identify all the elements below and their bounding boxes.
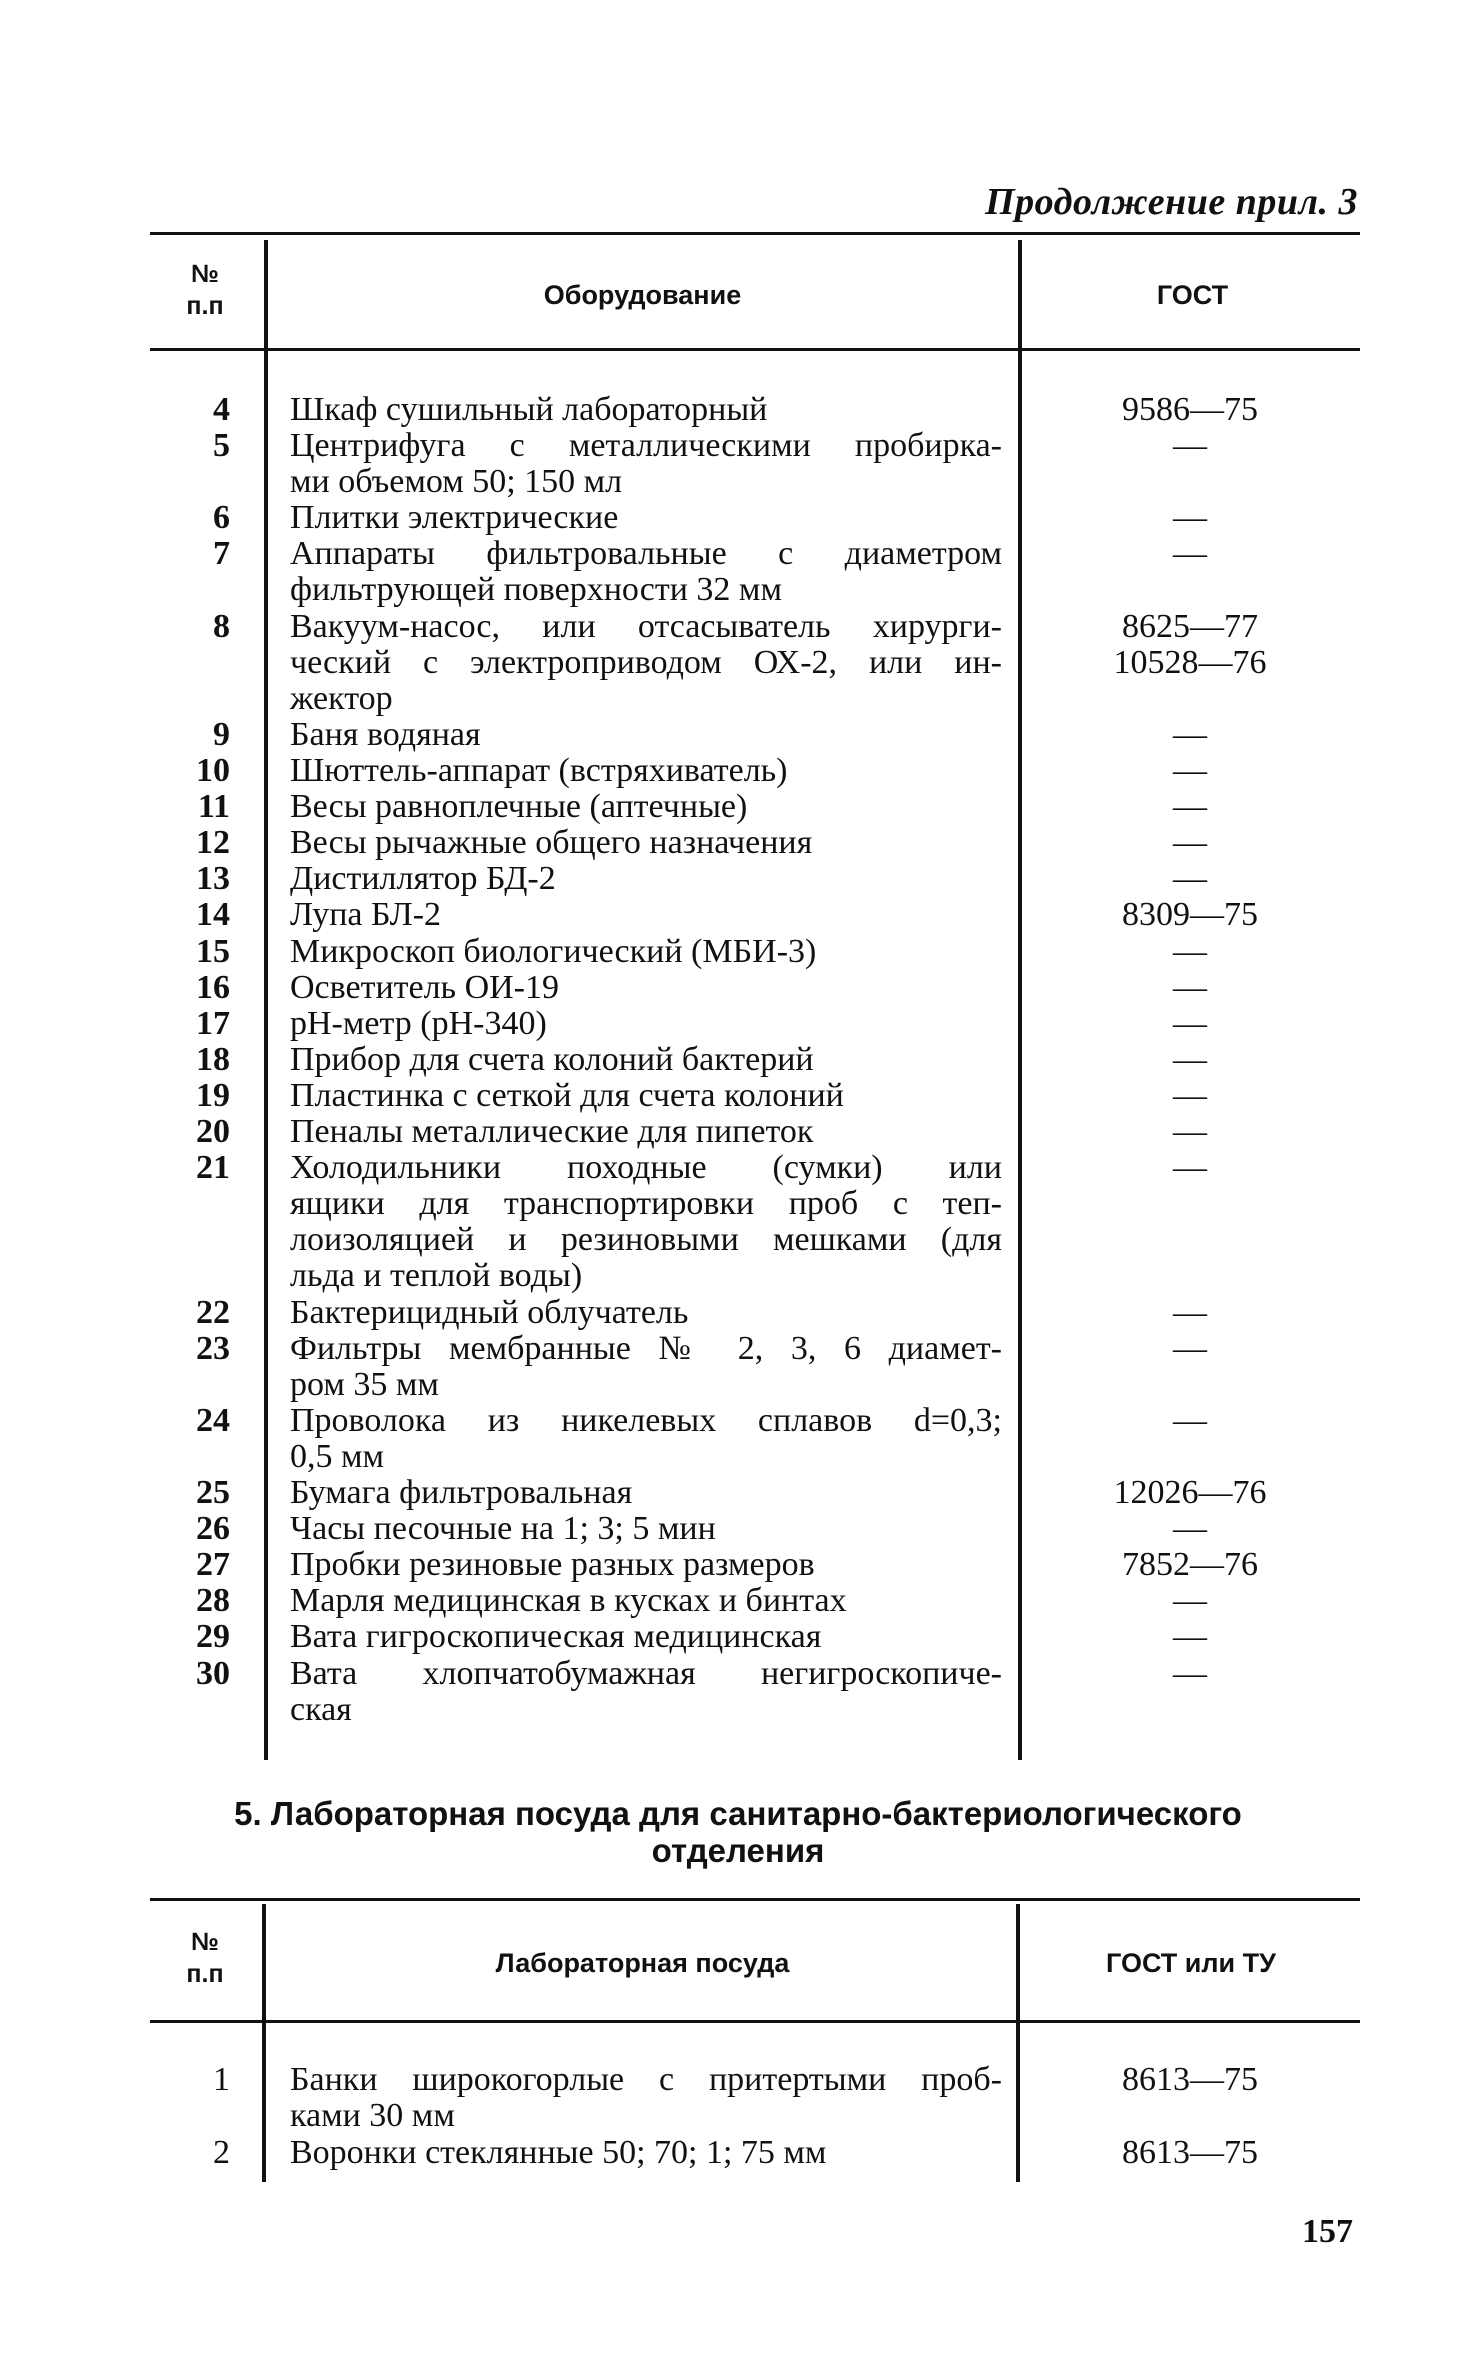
row-item-name: [290, 609, 1002, 717]
item-name-line: Прибор для счета колоний бактерий: [290, 1040, 814, 1078]
item-name-line: лоизоляцией и резиновыми мешками (для: [290, 1221, 1002, 1259]
row-number: 24: [196, 1401, 230, 1439]
standard-value: —: [1173, 788, 1207, 826]
item-name-line: ская: [290, 1690, 352, 1728]
row-number: 21: [196, 1149, 230, 1187]
item-name-line: Пеналы металлические для пипеток: [290, 1113, 814, 1150]
row-number: 1: [213, 2061, 230, 2098]
standard-value: —: [1173, 860, 1207, 898]
item-name-line: рН-метр (рН-340): [290, 1004, 547, 1042]
item-name-line: Шкаф сушильный лабораторный: [290, 391, 768, 428]
standard-value: 8309—75: [1122, 896, 1258, 934]
item-name-line: Баня водяная: [290, 715, 481, 753]
item-name-line: Пластинка с сеткой для счета колоний: [290, 1076, 844, 1114]
row-number: 13: [196, 860, 230, 898]
row-number: 14: [196, 896, 230, 934]
row-number: 17: [196, 1004, 230, 1042]
row-item-name: [290, 861, 1002, 897]
item-name-line: льда и теплой воды): [290, 1257, 583, 1295]
row-item-name: [290, 825, 1002, 861]
standard-value: 8613—75: [1122, 2061, 1258, 2098]
section5-title-line1: 5. Лабораторная посуда для санитарно-бактериологического: [234, 1795, 1242, 1832]
row-standard: [1030, 1150, 1350, 1186]
table1-header-item: Оборудование: [543, 280, 742, 310]
standard-value: —: [1173, 1113, 1207, 1150]
row-item-name: [290, 1295, 1002, 1331]
row-number: 15: [196, 932, 230, 970]
continuation-label: Продолжение прил. 3: [985, 181, 1358, 223]
row-number: 27: [196, 1546, 230, 1584]
section5-title-line2: отделения: [651, 1832, 825, 1869]
row-number: 4: [213, 391, 230, 428]
standard-value: —: [1173, 1401, 1207, 1439]
row-standard: [1030, 1547, 1350, 1583]
row-number: 19: [196, 1076, 230, 1114]
row-number: 18: [196, 1040, 230, 1078]
row-item-name: [290, 1547, 1002, 1583]
standard-value: —: [1173, 1149, 1207, 1187]
row-standard: [1030, 1619, 1350, 1655]
row-standard: [1030, 1042, 1350, 1078]
row-standard: [1030, 825, 1350, 861]
standard-value: —: [1173, 1004, 1207, 1042]
item-name-line: Вата хлопчатобумажная негигроскопиче-: [290, 1654, 1002, 1692]
row-item-name: [290, 934, 1002, 970]
row-item-name: [290, 970, 1002, 1006]
row-number: 29: [196, 1618, 230, 1656]
row-number: 9: [213, 715, 230, 753]
row-number: 2: [213, 2134, 230, 2171]
row-item-name: [290, 500, 1002, 536]
table1-header-num: № п.п: [186, 260, 224, 320]
table2-header-std: ГОСТ или ТУ: [1106, 1948, 1276, 1978]
row-standard: [1030, 428, 1350, 464]
row-standard: [1030, 1006, 1350, 1042]
row-number: 23: [196, 1329, 230, 1367]
row-standard: [1030, 1475, 1350, 1511]
standard-value: —: [1173, 824, 1207, 862]
row-number: 25: [196, 1474, 230, 1511]
row-standard: [1030, 2135, 1350, 2171]
standard-value: —: [1173, 1618, 1207, 1656]
row-number: 30: [196, 1654, 230, 1692]
row-standard: [1030, 970, 1350, 1006]
row-item-name: [290, 1656, 1002, 1728]
row-item-name: [290, 2135, 1002, 2171]
standard-value: 7852—76: [1122, 1546, 1258, 1584]
item-name-line: Аппараты фильтровальные с диаметром: [290, 535, 1002, 573]
row-item-name: [290, 1619, 1002, 1655]
standard-value: —: [1173, 1510, 1207, 1548]
item-name-line: Лупа БЛ-2: [290, 896, 442, 934]
row-standard: [1030, 609, 1350, 681]
item-name-line: ящики для транспортировки проб с теп-: [290, 1185, 1002, 1223]
standard-value: —: [1173, 427, 1207, 465]
row-standard: [1030, 1403, 1350, 1439]
section5-title: [200, 1795, 1276, 1869]
table1-col-divider-2: [1018, 240, 1022, 1760]
item-name-line: Фильтры мембранные № 2, 3, 6 диамет-: [290, 1329, 1002, 1367]
item-name-line: Центрифуга с металлическими пробирка-: [290, 427, 1002, 465]
table1-top-rule: [150, 232, 1360, 235]
row-item-name: [290, 1331, 1002, 1403]
row-item-name: [290, 1042, 1002, 1078]
row-standard: [1030, 789, 1350, 825]
row-standard: [1030, 1511, 1350, 1547]
row-standard: [1030, 1078, 1350, 1114]
item-name-line: ческий с электроприводом ОХ-2, или ин-: [290, 643, 1002, 681]
table1-header-std: ГОСТ: [1156, 280, 1229, 310]
item-name-line: Осветитель ОИ-19: [290, 968, 559, 1006]
table2-header-rule: [150, 2020, 1360, 2023]
standard-value: —: [1173, 1293, 1207, 1331]
standard-value: 9586—75: [1122, 391, 1258, 428]
table1-col-divider-1: [264, 240, 268, 1760]
row-standard: [1030, 1295, 1350, 1331]
row-number: 11: [197, 788, 230, 826]
row-item-name: [290, 897, 1002, 933]
row-item-name: [290, 392, 1002, 428]
item-name-line: Бактерицидный облучатель: [290, 1293, 689, 1331]
row-standard: [1030, 2062, 1350, 2098]
item-name-line: Дистиллятор БД-2: [290, 860, 556, 898]
row-standard: [1030, 1114, 1350, 1150]
row-item-name: [290, 1583, 1002, 1619]
row-standard: [1030, 1656, 1350, 1692]
row-standard: [1030, 934, 1350, 970]
page-number: 157: [1302, 2213, 1353, 2250]
item-name-line: Шюттель-аппарат (встряхиватель): [290, 752, 788, 789]
row-item-name: [290, 717, 1002, 753]
table1-header-rule: [150, 348, 1360, 351]
standard-value: —: [1173, 932, 1207, 970]
row-standard: [1030, 536, 1350, 572]
standard-value: —: [1173, 1076, 1207, 1114]
standard-value: —: [1173, 752, 1207, 789]
standard-value: 12026—76: [1113, 1474, 1267, 1511]
item-name-line: Проволока из никелевых сплавов d=0,3;: [290, 1401, 1002, 1439]
standard-value: —: [1173, 1582, 1207, 1620]
row-item-name: [290, 1403, 1002, 1475]
standard-value: —: [1173, 1654, 1207, 1692]
row-standard: [1030, 861, 1350, 897]
item-name-line: жектор: [290, 679, 393, 717]
row-standard: [1030, 717, 1350, 753]
item-name-line: ми объемом 50; 150 мл: [290, 463, 623, 501]
row-number: 22: [196, 1293, 230, 1331]
row-item-name: [290, 428, 1002, 500]
row-number: 5: [213, 427, 230, 465]
row-item-name: [290, 753, 1002, 789]
item-name-line: Воронки стеклянные 50; 70; 1; 75 мм: [290, 2134, 827, 2171]
item-name-line: Часы песочные на 1; 3; 5 мин: [290, 1510, 716, 1548]
item-name-line: 0,5 мм: [290, 1437, 385, 1475]
item-name-line: Банки широкогорлые с притертыми проб-: [290, 2061, 1002, 2098]
table2-col-divider-1: [262, 1904, 266, 2182]
item-name-line: Плитки электрические: [290, 499, 619, 537]
row-number: 16: [196, 968, 230, 1006]
row-item-name: [290, 536, 1002, 608]
row-standard: [1030, 1583, 1350, 1619]
row-number: 20: [196, 1113, 230, 1150]
item-name-line: фильтрующей поверхности 32 мм: [290, 571, 782, 609]
row-item-name: [290, 1006, 1002, 1042]
row-item-name: [290, 1114, 1002, 1150]
item-name-line: Пробки резиновые разных размеров: [290, 1546, 815, 1584]
row-standard: [1030, 392, 1350, 428]
standard-value: —: [1173, 715, 1207, 753]
row-number: 8: [213, 607, 230, 645]
item-name-line: Микроскоп биологический (МБИ-3): [290, 932, 817, 970]
item-name-line: Весы рычажные общего назначения: [290, 824, 813, 862]
standard-value: —: [1173, 535, 1207, 573]
item-name-line: Бумага фильтровальная: [290, 1474, 633, 1511]
table2-col-divider-2: [1016, 1904, 1020, 2182]
row-standard: [1030, 500, 1350, 536]
row-item-name: [290, 2062, 1002, 2134]
item-name-line: ром 35 мм: [290, 1365, 439, 1403]
row-item-name: [290, 1475, 1002, 1511]
standard-value: —: [1173, 499, 1207, 537]
row-standard: [1030, 753, 1350, 789]
table2-header-item: Лабораторная посуда: [495, 1948, 790, 1978]
standard-value: 8625—77: [1122, 607, 1258, 645]
row-item-name: [290, 1078, 1002, 1114]
item-name-line: ками 30 мм: [290, 2097, 455, 2134]
row-item-name: [290, 1511, 1002, 1547]
row-item-name: [290, 1150, 1002, 1294]
standard-value: —: [1173, 968, 1207, 1006]
row-standard: [1030, 1331, 1350, 1367]
row-number: 28: [196, 1582, 230, 1620]
standard-value: —: [1173, 1329, 1207, 1367]
row-standard: [1030, 897, 1350, 933]
item-name-line: Весы равноплечные (аптечные): [290, 788, 748, 826]
standard-value: —: [1173, 1040, 1207, 1078]
item-name-line: Марля медицинская в кусках и бинтах: [290, 1582, 847, 1620]
row-number: 7: [213, 535, 230, 573]
row-number: 10: [196, 752, 230, 789]
standard-value: 10528—76: [1113, 643, 1267, 681]
item-name-line: Вакуум-насос, или отсасыватель хирурги-: [290, 607, 1002, 645]
item-name-line: Холодильники походные (сумки) или: [290, 1149, 1002, 1187]
row-number: 26: [196, 1510, 230, 1548]
row-number: 12: [196, 824, 230, 862]
standard-value: 8613—75: [1122, 2134, 1258, 2171]
row-item-name: [290, 789, 1002, 825]
row-number: 6: [213, 499, 230, 537]
item-name-line: Вата гигроскопическая медицинская: [290, 1618, 822, 1656]
table2-top-rule: [150, 1898, 1360, 1901]
table2-header-num: № п.п: [186, 1928, 224, 1988]
